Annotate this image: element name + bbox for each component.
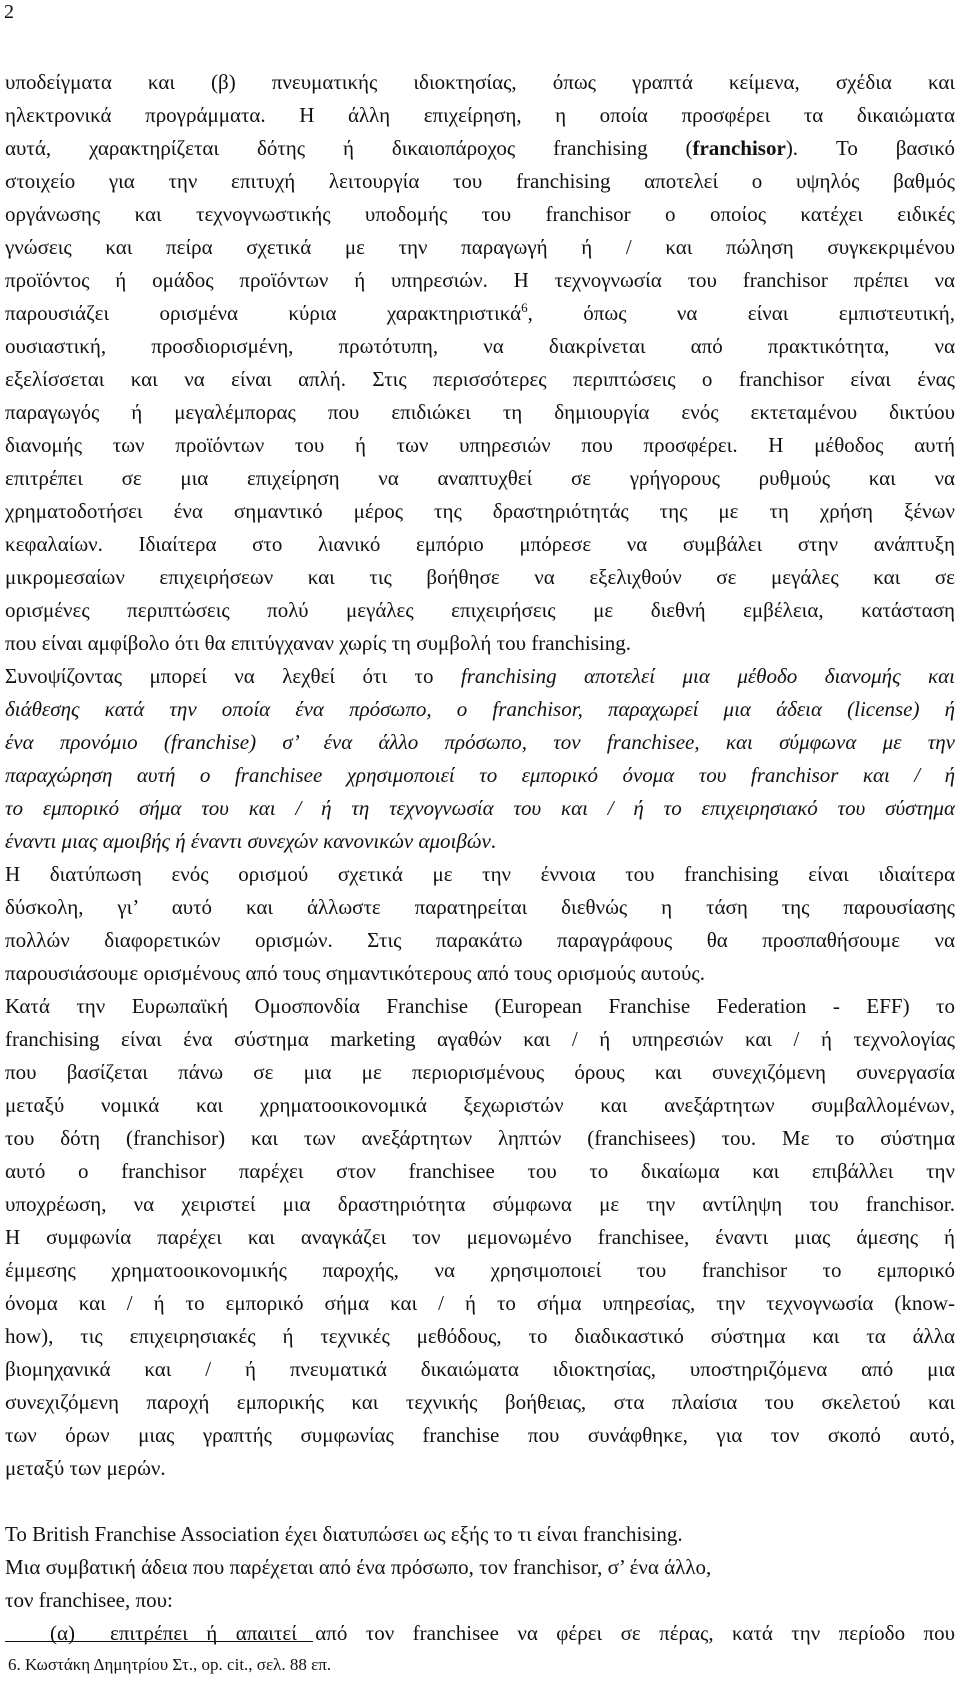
text-segment: , όπως να είναι εμπιστευτική, <box>527 301 955 325</box>
footnote-reference: 6 <box>521 300 528 315</box>
text-line <box>5 298 955 328</box>
text-line: συνεχιζόμενη παροχή εμπορικής και τεχνικής βοήθειας, στα πλαίσια του σκελετού και <box>5 1390 955 1414</box>
text-line: το εμπορικό σήμα του και / ή τη τεχνογνωσία του και / ή το επιχειρησιακό του σύστημα <box>5 796 955 820</box>
text-line: χρηματοδοτήσει ένα σημαντικό μέρος της δραστηριότητάς της με τη χρήση ξένων <box>5 499 955 523</box>
text-line: βιομηχανικά και / ή πνευματικά δικαιώματα ιδιοκτησίας, υποστηριζόμενα από μια <box>5 1357 955 1381</box>
text-line: Κατά την Ευρωπαϊκή Ομοσπονδία Franchise (European Franchise Federation - EFF) το <box>5 994 955 1018</box>
text-segment: ). Το βασικό <box>785 136 956 160</box>
text-line: όνομα και / ή το εμπορικό σήμα και / ή το σήμα υπηρεσίας, την τεχνογνωσία (know- <box>5 1291 955 1315</box>
list-item-text: επιτρέπει ή απαιτεί από τον franchisee να φέρει σε πέρας, κατά την περίοδο που <box>110 1621 955 1645</box>
text-line: οργάνωσης και τεχνογνωστικής υποδομής του franchisor ο οποίος κατέχει ειδικές <box>5 202 955 226</box>
list-item-label: (α) <box>50 1621 75 1645</box>
footnote-separator <box>5 1641 313 1642</box>
text-line: εξελίσσεται και να είναι απλή. Στις περισσότερες περιπτώσεις ο franchisor είναι ένας <box>5 367 955 391</box>
text-line: επιτρέπει σε μια επιχείρηση να αναπτυχθεί σε γρήγορους ρυθμούς και να <box>5 466 955 490</box>
text-segment: Συνοψίζοντας μπορεί να λεχθεί ότι το <box>5 664 461 688</box>
text-line: διανομής των προϊόντων του ή των υπηρεσιών που προσφέρει. Η μέθοδος αυτή <box>5 433 955 457</box>
bold-term: franchisor <box>692 136 786 160</box>
text-line <box>5 661 955 691</box>
text-line: υποδείγματα και (β) πνευματικής ιδιοκτησίας, όπως γραπτά κείμενα, σχέδια και <box>5 70 955 94</box>
text-line: που είναι αμφίβολο ότι θα επιτύγχαναν χωρίς τη συμβολή του franchising. <box>5 631 631 655</box>
text-line: franchising είναι ένα σύστημα marketing αγαθών και / ή υπηρεσιών και / ή τεχνολογίας <box>5 1027 955 1051</box>
text-line: μικρομεσαίων επιχειρήσεων και τις βοήθησε να εξελιχθούν σε μεγάλες και σε <box>5 565 955 589</box>
text-segment: . <box>490 829 497 853</box>
italic-definition: franchising αποτελεί μια μέθοδο διανομής και <box>460 664 955 688</box>
text-line: τον franchisee, που: <box>5 1588 173 1612</box>
text-line: προϊόντος ή ομάδος προϊόντων ή υπηρεσιών. Η τεχνογνωσία του franchisor πρέπει να <box>5 268 955 292</box>
text-line: στοιχείο για την επιτυχή λειτουργία του franchising αποτελεί ο υψηλός βαθμός <box>5 169 955 193</box>
list-item <box>50 1618 955 1648</box>
text-line: μεταξύ νομικά και χρηματοοικονομικά ξεχωριστών και ανεξάρτητων συμβαλλομένων, <box>5 1093 955 1117</box>
text-line: αυτό ο franchisor παρέχει στον franchisee του το δικαίωμα και επιβάλλει την <box>5 1159 955 1183</box>
text-line: Μια συμβατική άδεια που παρέχεται από ένα πρόσωπο, τον franchisor, σ’ ένα άλλο, <box>5 1555 712 1579</box>
text-line: υποχρέωση, να χειριστεί μια δραστηριότητα σύμφωνα με την αντίληψη του franchisor. <box>5 1192 955 1216</box>
text-segment: αυτά, χαρακτηρίζεται δότης ή δικαιοπάροχος franchising ( <box>5 136 693 160</box>
text-line: μεταξύ των μερών. <box>5 1456 166 1480</box>
text-line: παραγωγός ή μεγαλέμπορας που επιδιώκει τη δημιουργία ενός εκτεταμένου δικτύου <box>5 400 955 424</box>
text-line: διάθεσης κατά την οποία ένα πρόσωπο, ο franchisor, παραχωρεί μια άδεια (license) ή <box>5 697 955 721</box>
text-line: ηλεκτρονικά προγράμματα. Η άλλη επιχείρηση, η οποία προσφέρει τα δικαιώματα <box>5 103 955 127</box>
text-line: παραχώρηση αυτή ο franchisee χρησιμοποιεί το εμπορικό όνομα του franchisor και / ή <box>5 763 955 787</box>
italic-definition: έναντι μιας αμοιβής ή έναντι συνεχών κανονικών αμοιβών <box>5 829 491 853</box>
text-line: πολλών διαφορετικών ορισμών. Στις παρακάτω παραγράφους θα προσπαθήσουμε να <box>5 928 955 952</box>
text-line: παρουσιάσουμε ορισμένους από τους σημαντικότερους από τους ορισμούς αυτούς. <box>5 961 705 985</box>
text-line: ορισμένες περιπτώσεις πολύ μεγάλες επιχειρήσεις με διεθνή εμβέλεια, κατάσταση <box>5 598 955 622</box>
text-line <box>5 826 955 856</box>
text-line: κεφαλαίων. Ιδιαίτερα στο λιανικό εμπόριο μπόρεσε να συμβάλει στην ανάπτυξη <box>5 532 955 556</box>
text-line: γνώσεις και πείρα σχετικά με την παραγωγή ή / και πώληση συγκεκριμένου <box>5 235 955 259</box>
text-line: Η συμφωνία παρέχει και αναγκάζει τον μεμονωμένο franchisee, έναντι μιας άμεσης ή <box>5 1225 955 1249</box>
footnote-text: Κωστάκη Δημητρίου Στ., op. cit., σελ. 88 επ. <box>25 1655 332 1674</box>
text-line: του δότη (franchisor) και των ανεξάρτητων ληπτών (franchisees) του. Με το σύστημα <box>5 1126 955 1150</box>
text-line: των όρων μιας γραπτής συμφωνίας franchise που συνάφθηκε, για τον σκοπό αυτό, <box>5 1423 955 1447</box>
text-line: ουσιαστική, προσδιορισμένη, πρωτότυπη, να διακρίνεται από πρακτικότητα, να <box>5 334 955 358</box>
text-line <box>5 133 955 163</box>
footnote <box>8 1654 331 1676</box>
text-line: που βασίζεται πάνω σε μια με περιορισμένους όρους και συνεχιζόμενη συνεργασία <box>5 1060 955 1084</box>
text-line: ένα προνόμιο (franchise) σ’ ένα άλλο πρόσωπο, τον franchisee, και σύμφωνα με την <box>5 730 955 754</box>
text-line: Το British Franchise Association έχει διατυπώσει ως εξής το τι είναι franchising. <box>5 1522 683 1546</box>
page-number: 2 <box>4 1 14 23</box>
text-line: έμμεσης χρηματοοικονομικής παροχής, να χρησιμοποιεί του franchisor το εμπορικό <box>5 1258 955 1282</box>
text-line: Η διατύπωση ενός ορισμού σχετικά με την έννοια του franchising είναι ιδιαίτερα <box>5 862 955 886</box>
text-segment: παρουσιάζει ορισμένα κύρια χαρακτηριστικά <box>5 301 522 325</box>
footnote-number: 6. <box>8 1655 21 1674</box>
text-line: how), τις επιχειρησιακές ή τεχνικές μεθόδους, το διαδικαστικό σύστημα και τα άλλα <box>5 1324 955 1348</box>
text-line: δύσκολη, γι’ αυτό και άλλωστε παρατηρείται διεθνώς η τάση της παρουσίασης <box>5 895 955 919</box>
